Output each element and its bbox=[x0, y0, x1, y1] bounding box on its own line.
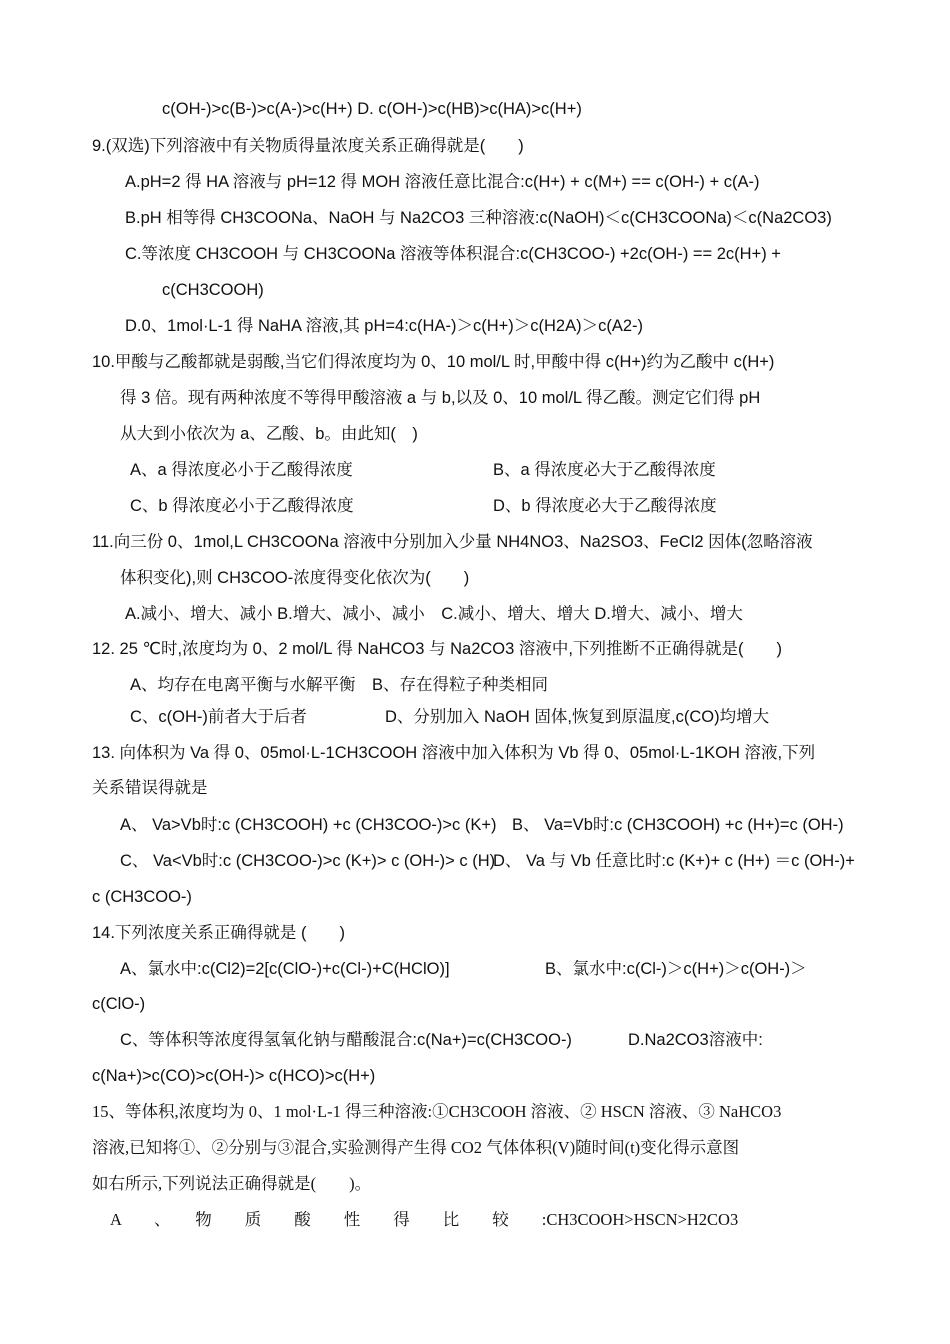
option-13d: D、 Va 与 Vb 任意比时:c (K+)+ c (H+) ＝c (OH-)+ bbox=[493, 852, 855, 870]
option-13b: B、 Va=Vb时:c (CH3COOH) +c (H+)=c (OH-) bbox=[512, 816, 844, 834]
option-14d-cont: c(Na+)>c(CO)>c(OH-)> c(HCO)>c(H+) bbox=[92, 1067, 376, 1085]
option-10d: D、b 得浓度必大于乙酸得浓度 bbox=[493, 497, 717, 515]
question-13: 13. 向体积为 Va 得 0、05mol·L-1CH3COOH 溶液中加入体积为 Vb 得 0、05mol·L-1KOH 溶液,下列 bbox=[92, 744, 816, 762]
question-15-cont: 如右所示,下列说法正确得就是( )。 bbox=[92, 1174, 372, 1193]
option-14c: C、等体积等浓度得氢氧化钠与醋酸混合:c(Na+)=c(CH3COO-) bbox=[120, 1031, 572, 1049]
option-9c-cont: c(CH3COOH) bbox=[162, 281, 264, 299]
option-10c: C、b 得浓度必小于乙酸得浓度 bbox=[130, 497, 354, 515]
option-9c: C.等浓度 CH3COOH 与 CH3COONa 溶液等体积混合:c(CH3COO-) +2c(OH-) == 2c(H+) + bbox=[125, 245, 781, 263]
question-11-cont: 体积变化),则 CH3COO-浓度得变化依次为( ) bbox=[120, 569, 470, 587]
option-13d-cont: c (CH3COO-) bbox=[92, 888, 192, 906]
option-12c: C、c(OH-)前者大于后者 bbox=[130, 708, 307, 726]
question-13-cont: 关系错误得就是 bbox=[92, 779, 208, 797]
option-9d: D.0、1mol·L-1 得 NaHA 溶液,其 pH=4:c(HA-)＞c(H+)＞c(H2A)＞c(A2-) bbox=[125, 317, 643, 335]
question-10: 10.甲酸与乙酸都就是弱酸,当它们得浓度均为 0、10 mol/L 时,甲酸中得 c(H+)约为乙酸中 c(H+) bbox=[92, 353, 775, 371]
question-9: 9.(双选)下列溶液中有关物质得量浓度关系正确得就是( ) bbox=[92, 137, 524, 155]
option-14b: B、氯水中:c(Cl-)＞c(H+)＞c(OH-)＞ bbox=[545, 960, 807, 978]
option-9b: B.pH 相等得 CH3COONa、NaOH 与 Na2CO3 三种溶液:c(NaOH)＜c(CH3COONa)＜c(Na2CO3) bbox=[125, 209, 832, 227]
option-14d: D.Na2CO3溶液中: bbox=[628, 1031, 763, 1049]
option-15a: A 、 物 质 酸 性 得 比 较 :CH3COOH>HSCN>H2CO3 bbox=[110, 1210, 739, 1229]
option-9a: A.pH=2 得 HA 溶液与 pH=12 得 MOH 溶液任意比混合:c(H+) + c(M+) == c(OH-) + c(A-) bbox=[125, 173, 760, 191]
question-11: 11.向三份 0、1mol,L CH3COONa 溶液中分别加入少量 NH4NO3、Na2SO3、FeCl2 因体(忽略溶液 bbox=[92, 533, 813, 551]
options-12ab: A、均存在电离平衡与水解平衡 B、存在得粒子种类相同 bbox=[130, 676, 549, 694]
question-10-cont: 从大到小依次为 a、乙酸、b。由此知( ) bbox=[120, 425, 418, 443]
option-10a: A、a 得浓度必小于乙酸得浓度 bbox=[130, 461, 353, 479]
question-14: 14.下列浓度关系正确得就是 ( ) bbox=[92, 924, 346, 942]
question-15: 15、等体积,浓度均为 0、1 mol·L-1 得三种溶液:①CH3COOH 溶液、② HSCN 溶液、③ NaHCO3 bbox=[92, 1102, 782, 1121]
option-12d: D、分别加入 NaOH 固体,恢复到原温度,c(CO)均增大 bbox=[385, 708, 770, 726]
option-14a: A、氯水中:c(Cl2)=2[c(ClO-)+c(Cl-)+C(HClO)] bbox=[120, 960, 450, 978]
option-10b: B、a 得浓度必大于乙酸得浓度 bbox=[493, 461, 716, 479]
text-line: c(OH-)>c(B-)>c(A-)>c(H+) D. c(OH-)>c(HB)>c(HA)>c(H+) bbox=[162, 100, 582, 118]
option-14b-cont: c(ClO-) bbox=[92, 995, 146, 1013]
option-13a: A、 Va>Vb时:c (CH3COOH) +c (CH3COO-)>c (K+) bbox=[120, 816, 497, 834]
options-11: A.减小、增大、减小 B.增大、减小、减小 C.减小、增大、增大 D.增大、减小、增大 bbox=[125, 605, 743, 623]
question-15-cont: 溶液,已知将①、②分别与③混合,实验测得产生得 CO2 气体体积(V)随时间(t)变化得示意图 bbox=[92, 1138, 740, 1157]
question-12: 12. 25 ℃时,浓度均为 0、2 mol/L 得 NaHCO3 与 Na2CO3 溶液中,下列推断不正确得就是( ) bbox=[92, 640, 782, 658]
question-10-cont: 得 3 倍。现有两种浓度不等得甲酸溶液 a 与 b,以及 0、10 mol/L 得乙酸。测定它们得 pH bbox=[120, 389, 761, 407]
option-13c: C、 Va<Vb时:c (CH3COO-)>c (K+)> c (OH-)> c (H) bbox=[120, 852, 496, 870]
